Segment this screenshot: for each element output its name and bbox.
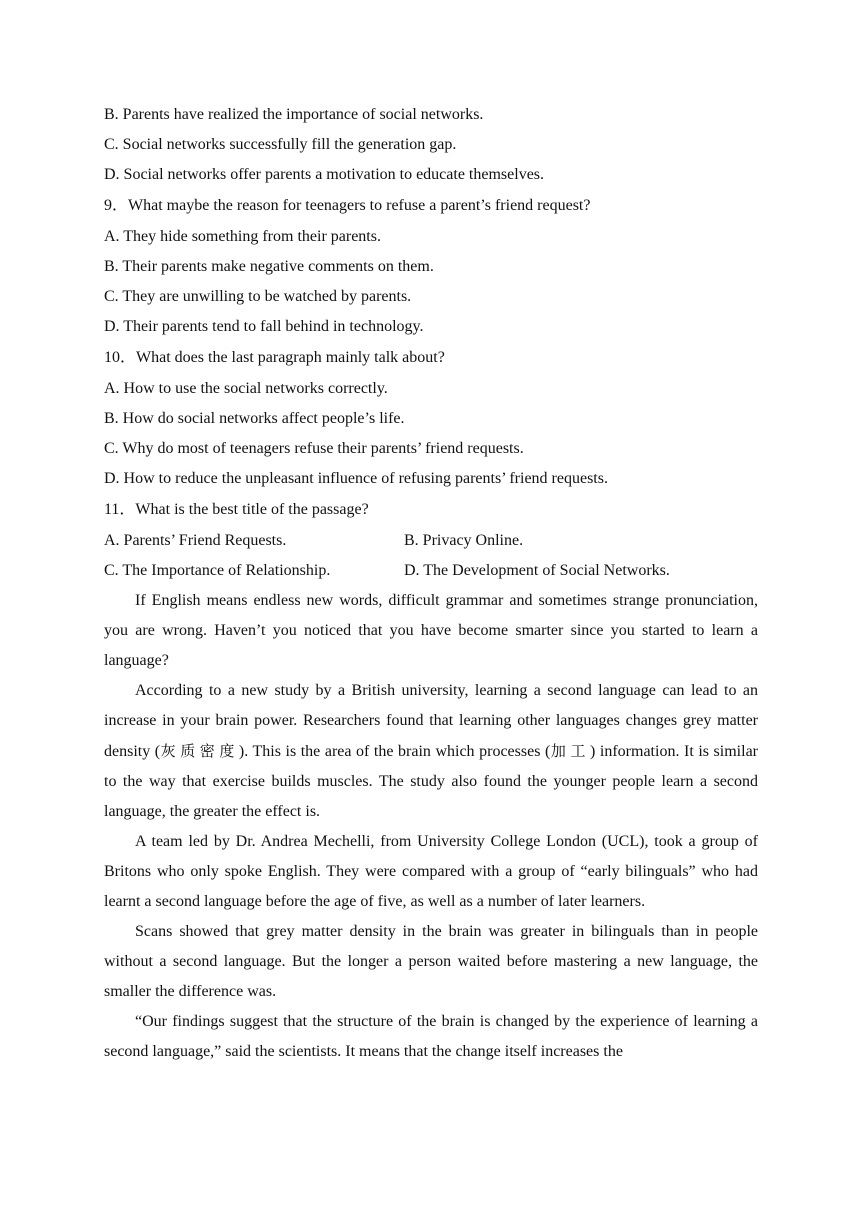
q8-option-b: B. Parents have realized the importance of social networks. (104, 106, 484, 123)
q8-option-c: C. Social networks successfully fill the generation gap. (104, 136, 457, 153)
document-page (104, 100, 758, 1067)
q11-options-row-2 (104, 556, 758, 586)
paragraph-text: ) information. It is similar to the way that exercise builds muscles. The study also found the younger people learn a second language, the greater the effect is. (104, 743, 758, 820)
chinese-gloss: 加工 (550, 742, 591, 760)
q11-options-row-1 (104, 526, 758, 556)
q11-option-b: B. Privacy Online. (404, 532, 524, 549)
paragraph-text: ). This is the area of the brain which processes ( (238, 743, 551, 760)
question-9 (104, 190, 758, 222)
question-number: 10． (104, 349, 137, 366)
q11-option-a: A. Parents’ Friend Requests. (104, 532, 287, 549)
passage-paragraph-1: If English means endless new words, difficult grammar and sometimes strange pronunciation, you are wrong. Haven’t you noticed that you have become smarter since you started to learn a language? (104, 592, 758, 669)
question-text: What is the best title of the passage? (135, 501, 369, 518)
q8-option-d: D. Social networks offer parents a motivation to educate themselves. (104, 166, 545, 183)
q10-option-b: B. How do social networks affect people’s life. (104, 410, 405, 427)
q11-option-c: C. The Importance of Relationship. (104, 562, 331, 579)
question-text: What maybe the reason for teenagers to refuse a parent’s friend request? (128, 197, 591, 214)
q11-option-d: D. The Development of Social Networks. (404, 562, 670, 579)
q9-option-d: D. Their parents tend to fall behind in technology. (104, 318, 424, 335)
q10-option-a: A. How to use the social networks correctly. (104, 380, 388, 397)
q10-option-d: D. How to reduce the unpleasant influence of refusing parents’ friend requests. (104, 470, 608, 487)
q9-option-c: C. They are unwilling to be watched by parents. (104, 288, 412, 305)
passage-paragraph-5: “Our findings suggest that the structure of the brain is changed by the experience of learning a second language,” said the scientists. It means that the change itself increases the (104, 1013, 758, 1060)
question-11 (104, 494, 758, 526)
question-number: 9． (104, 197, 129, 214)
passage-paragraph-3: A team led by Dr. Andrea Mechelli, from University College London (UCL), took a group of Britons who only spoke English. They were compared with a group of “early bilinguals” who had learnt a second language before the age of five, as well as a number of later learners. (104, 833, 758, 910)
passage-paragraph-2 (104, 676, 758, 827)
question-number: 11． (104, 501, 136, 518)
q10-option-c: C. Why do most of teenagers refuse their parents’ friend requests. (104, 440, 524, 457)
q9-option-b: B. Their parents make negative comments on them. (104, 258, 434, 275)
passage-paragraph-4: Scans showed that grey matter density in the brain was greater in bilinguals than in people without a second language. But the longer a person waited before mastering a new language, the smaller the difference was. (104, 923, 758, 1000)
chinese-gloss: 灰质密度 (160, 742, 239, 760)
question-10 (104, 342, 758, 374)
q9-option-a: A. They hide something from their parents. (104, 228, 381, 245)
paragraph-text: According to a new study by a British university, learning a second language can lead to an increase in your brain power. Researchers found that learning other languages changes grey matter density ( (104, 682, 758, 760)
question-text: What does the last paragraph mainly talk about? (136, 349, 445, 366)
